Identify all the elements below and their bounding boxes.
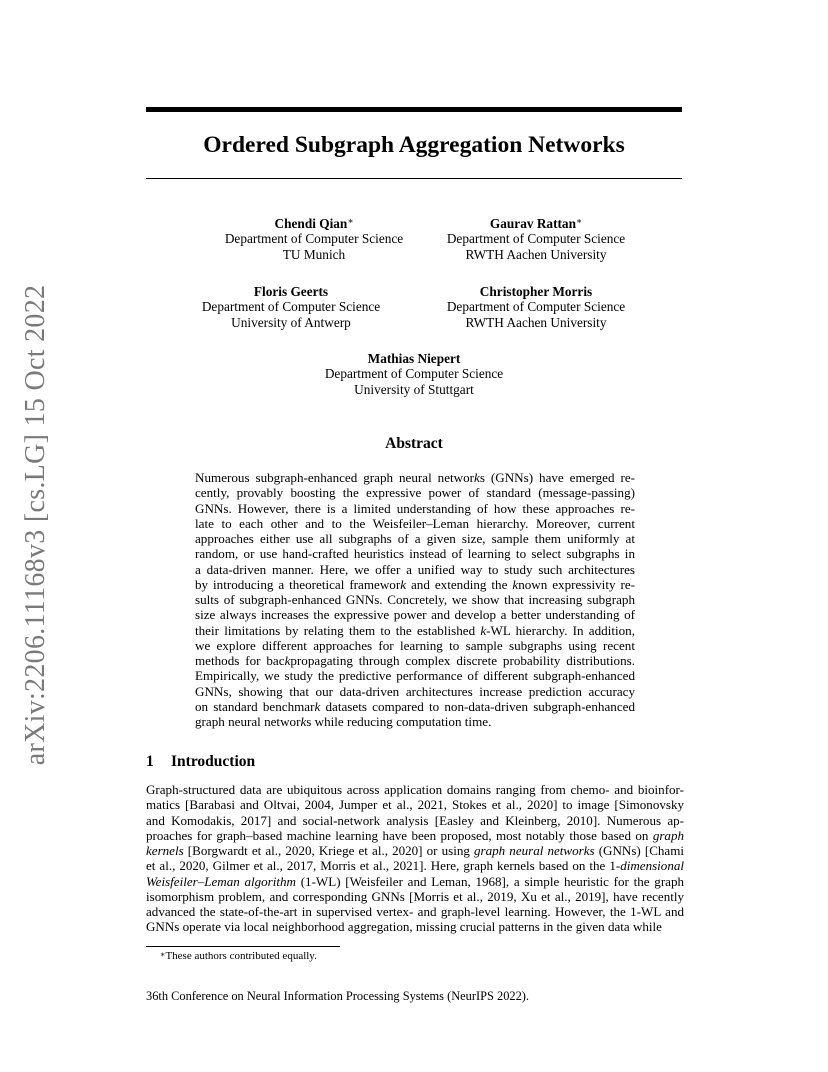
author-department: Department of Computer Science xyxy=(324,366,504,382)
text-line: on standard benchmark datasets compared to non-data-driven subgraph-enhanced xyxy=(195,698,635,714)
venue-notice: 36th Conference on Neural Information Processing Systems (NeurIPS 2022). xyxy=(146,989,530,1003)
footnote-rule xyxy=(146,946,340,947)
text-line: graph neural networks while reducing computation time. xyxy=(195,714,492,729)
author-affiliation: RWTH Aachen University xyxy=(465,314,607,330)
text-line: advanced the state-of-the-art in supervised vertex- and graph-level learning. However, the 1-WL and xyxy=(146,904,684,919)
equal-contribution-mark: ∗ xyxy=(347,216,354,226)
section-number: 1 xyxy=(146,753,154,770)
section-title: Introduction xyxy=(171,753,256,770)
text-line: late to each other and to the Weisfeiler–Leman hierarchy. Moreover, current xyxy=(195,515,635,531)
text-line: and Komodakis, 2017] and social-network analysis [Easley and Kleinberg, 2010]. Numerous ap- xyxy=(146,812,684,828)
author-block xyxy=(184,216,444,262)
text-line: Graph-structured data are ubiquitous across application domains ranging from chemo- and bioinfor- xyxy=(146,782,684,797)
text-line: matics [Barabasi and Oltvai, 2004, Jumper et al., 2021, Stokes et al., 2020] to image [Simonovsky xyxy=(146,797,684,813)
footnote-mark: ∗ xyxy=(160,950,166,959)
author-block xyxy=(161,284,421,330)
author-affiliation: TU Munich xyxy=(282,246,346,262)
author-department: Department of Computer Science xyxy=(201,299,381,315)
text-line: approaches either use all subgraphs of a given size, sample them uniformly at xyxy=(195,531,635,546)
text-line: their limitations by relating them to the established k-WL hierarchy. In addition, xyxy=(195,622,635,638)
author-name: Chendi Qian xyxy=(274,216,348,231)
author-affiliation: University of Antwerp xyxy=(231,314,351,330)
section-heading xyxy=(146,752,255,772)
abstract-heading: Abstract xyxy=(385,435,443,452)
introduction-body xyxy=(146,782,684,935)
author-affiliation: University of Stuttgart xyxy=(354,381,474,397)
text-line: by introducing a theoretical framework and extending the known expressivity re- xyxy=(195,576,635,592)
footnote-text: These authors contributed equally. xyxy=(165,950,317,962)
author-block xyxy=(406,284,666,330)
text-line: proaches for graph–based machine learning have been proposed, most notably those based on graph xyxy=(146,827,684,843)
title-rule-bottom xyxy=(146,178,682,179)
author-department: Department of Computer Science xyxy=(446,299,626,315)
author-block xyxy=(406,216,666,262)
equal-contribution-mark: ∗ xyxy=(575,216,583,226)
author-name: Floris Geerts xyxy=(253,284,329,299)
text-line: methods for backpropagating through complex discrete probability distributions. xyxy=(195,653,635,668)
text-line: we explore different approaches for learning to sample subgraphs using recent xyxy=(195,637,635,653)
author-name: Christopher Morris xyxy=(479,284,593,299)
author-name: Mathias Niepert xyxy=(367,351,461,366)
author-department: Department of Computer Science xyxy=(224,231,404,247)
text-line: GNNs, showing that our data-driven architectures increase prediction accuracy xyxy=(195,683,635,699)
paper-title: Ordered Subgraph Aggregation Networks xyxy=(203,132,625,158)
text-line: Empirically, we study the predictive performance of different subgraph-enhanced xyxy=(195,668,635,684)
text-line: GNNs operate via local neighborhood aggregation, missing crucial patterns in the given data while xyxy=(146,919,662,935)
text-line: et al., 2020, Gilmer et al., 2017, Morris et al., 2021]. Here, graph kernels based on the 1-dimensional xyxy=(146,858,684,874)
text-line: kernels [Borgwardt et al., 2020, Kriege et al., 2020] or using graph neural networks (GNNs) [Chami xyxy=(146,843,684,858)
footnote xyxy=(160,949,317,963)
text-line: Weisfeiler–Leman algorithm (1-WL) [Weisfeiler and Leman, 1968], a simple heuristic for the graph xyxy=(146,873,684,889)
title-rule-top xyxy=(146,107,682,112)
text-line: isomorphism problem, and corresponding GNNs [Morris et al., 2019, Xu et al., 2019], have recently xyxy=(146,888,684,904)
text-line: random, or use hand-crafted heuristics instead of learning to select subgraphs in xyxy=(195,546,635,562)
author-department: Department of Computer Science xyxy=(446,231,626,247)
author-affiliation: RWTH Aachen University xyxy=(465,246,607,262)
text-line: Numerous subgraph-enhanced graph neural networks (GNNs) have emerged re- xyxy=(195,470,635,485)
text-line: GNNs. However, there is a limited understanding of how these approaches re- xyxy=(195,500,635,516)
text-line: a data-driven manner. Here, we offer a unified way to study such architectures xyxy=(195,561,635,577)
text-line: cently, provably boosting the expressive power of standard (message-passing) xyxy=(195,485,635,501)
text-line: size always increases the expressive power and develop a better understanding of xyxy=(195,607,635,623)
abstract-body xyxy=(195,470,635,729)
author-block xyxy=(284,351,544,397)
text-line: sults of subgraph-enhanced GNNs. Concretely, we show that increasing subgraph xyxy=(195,592,635,607)
arxiv-identifier: arXiv:2206.11168v3 [cs.LG] 15 Oct 2022 xyxy=(20,284,51,766)
author-name: Gaurav Rattan xyxy=(489,216,576,231)
